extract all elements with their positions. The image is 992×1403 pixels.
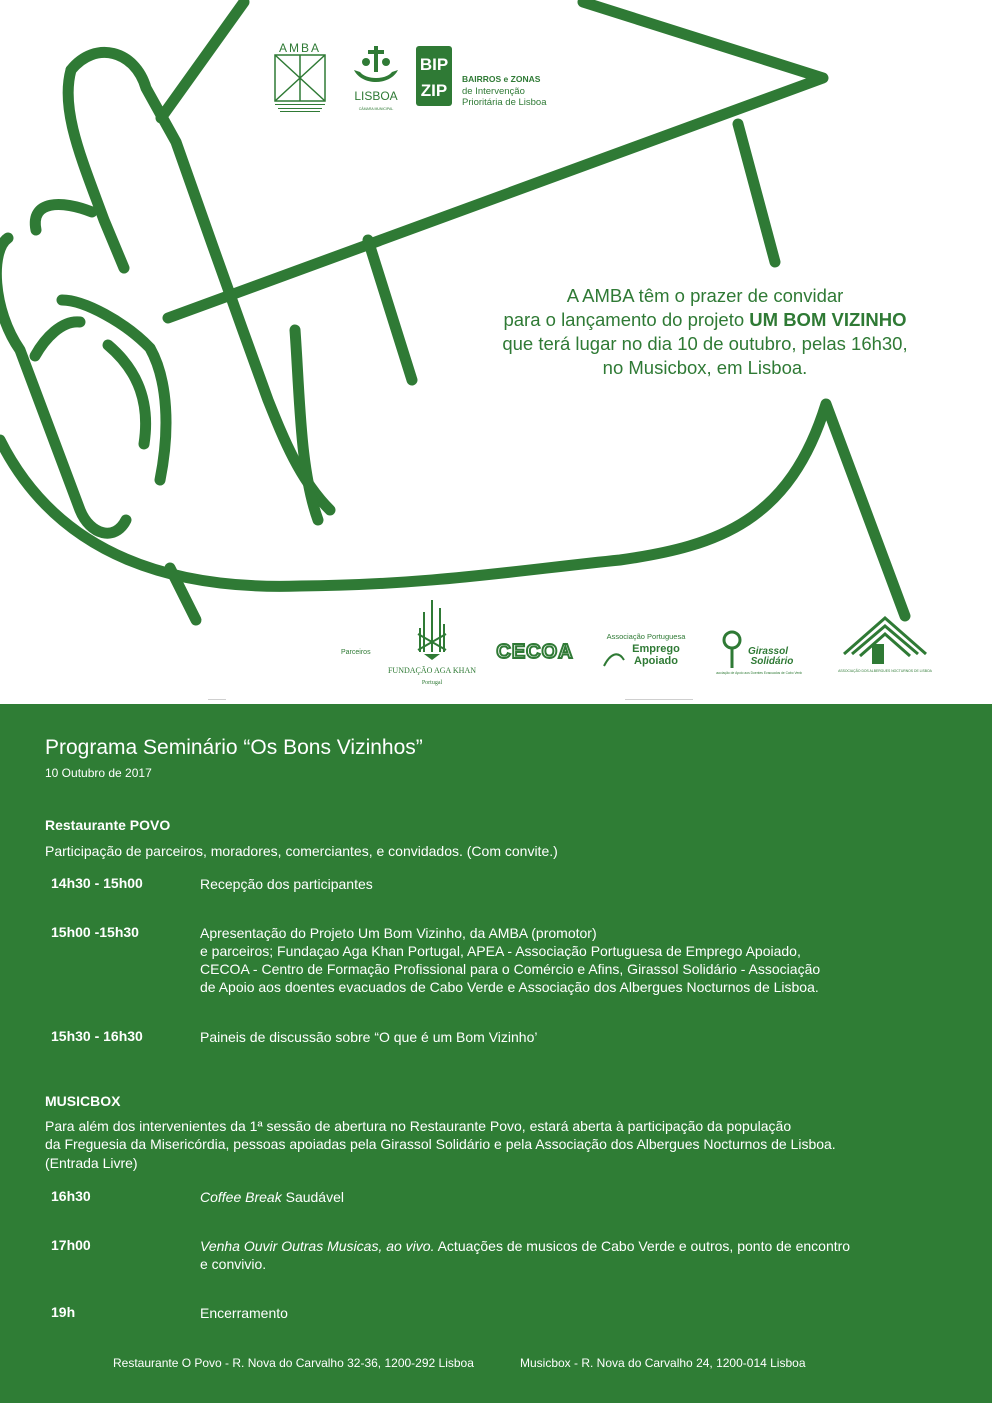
lisboa-logo-text: LISBOA xyxy=(354,89,398,103)
schedule-description xyxy=(200,1188,344,1207)
schedule-time: 17h00 xyxy=(51,1237,91,1253)
invitation-line-2-text: para o lançamento do projeto xyxy=(503,309,750,330)
amba-logo xyxy=(270,40,330,116)
girassol-line1: Girassol xyxy=(747,646,789,657)
project-name: UM BOM VIZINHO xyxy=(749,309,907,330)
bipzip-line1: BAIRROS e ZONAS xyxy=(462,74,541,84)
schedule-time: 15h30 - 16h30 xyxy=(51,1028,143,1044)
schedule-time: 14h30 - 15h00 xyxy=(51,875,143,891)
schedule-description: Recepção dos participantes xyxy=(200,876,373,892)
address-restaurante: Restaurante O Povo - R. Nova do Carvalho 32-36, 1200-292 Lisboa xyxy=(113,1356,474,1370)
invitation-line-3: que terá lugar no dia 10 de outubro, pelas 16h30, xyxy=(502,333,908,354)
invitation-line-1: A AMBA têm o prazer de convidar xyxy=(566,285,844,306)
schedule-description: Encerramento xyxy=(200,1305,288,1321)
schedule-description-line: e convivio. xyxy=(200,1256,267,1272)
apea-line1: Associação Portuguesa xyxy=(606,632,686,641)
bipzip-mark-bip: BIP xyxy=(419,55,449,74)
cecoa-name: CECOA xyxy=(496,641,574,663)
program-panel xyxy=(0,704,992,1403)
section-heading-musicbox: MUSICBOX xyxy=(45,1093,121,1109)
program-date: 10 Outubro de 2017 xyxy=(45,766,152,780)
section-intro-line: Para além dos intervenientes da 1ª sessão de abertura no Restaurante Povo, estará aberta à participação da população xyxy=(45,1118,792,1134)
schedule-description-line: CECOA - Centro de Formação Profissional para o Comércio e Afins, Girassol Solidário - Associação xyxy=(200,961,821,977)
aga-khan-name: FUNDAÇÃO AGA KHAN xyxy=(387,666,477,675)
invitation-line-4: no Musicbox, em Lisboa. xyxy=(602,357,808,378)
divider xyxy=(208,699,226,700)
schedule-description-italic: Coffee Break xyxy=(200,1189,282,1205)
amba-logo-text: AMBA xyxy=(278,41,322,55)
schedule-description-rest: Saudável xyxy=(281,1189,344,1205)
girassol-line2: Solidário xyxy=(750,656,794,667)
schedule-description-rest: Actuações de musicos de Cabo Verde e outros, ponto de encontro xyxy=(434,1238,851,1254)
lisboa-logo-tagline: CÂMARA MUNICIPAL xyxy=(358,107,394,111)
schedule-time: 16h30 xyxy=(51,1188,91,1204)
girassol-tagline: Associação de Apoio aos Doentes Evacuados de Cabo Verde xyxy=(716,671,802,675)
bipzip-logo xyxy=(414,44,554,108)
schedule-description-line: e parceiros; Fundaçao Aga Khan Portugal, APEA - Associação Portuguesa de Emprego Apoiado, xyxy=(200,943,801,959)
lisboa-logo xyxy=(348,42,404,114)
aga-khan-country: Portugal xyxy=(421,680,443,686)
bipzip-line3: Prioritária de Lisboa xyxy=(462,97,547,108)
program-title: Programa Seminário “Os Bons Vizinhos” xyxy=(45,736,423,759)
schedule-description: Paineis de discussão sobre “O que é um Bom Vizinho’ xyxy=(200,1029,538,1045)
invitation-text xyxy=(420,284,990,380)
aga-khan-logo xyxy=(384,598,480,690)
section-heading-povo: Restaurante POVO xyxy=(45,817,171,833)
schedule-description-line: de Apoio aos doentes evacuados de Cabo Verde e Associação dos Albergues Nocturnos de Lisboa. xyxy=(200,979,819,995)
partners-label: Parceiros xyxy=(341,649,371,656)
bipzip-line2: de Intervenção xyxy=(462,86,525,97)
albergues-tagline: ASSOCIAÇÃO DOS ALBERGUES NOCTURNOS DE LISBOA xyxy=(838,669,932,673)
apea-line2: Emprego xyxy=(632,643,680,655)
schedule-description xyxy=(200,1237,850,1256)
address-musicbox: Musicbox - R. Nova do Carvalho 24, 1200-014 Lisboa xyxy=(520,1356,806,1370)
schedule-time: 19h xyxy=(51,1304,76,1320)
bipzip-mark-zip: ZIP xyxy=(420,81,448,100)
section-intro-povo: Participação de parceiros, moradores, comerciantes, e convidados. (Com convite.) xyxy=(45,843,558,859)
section-intro-line: da Freguesia da Misericórdia, pessoas apoiadas pela Girassol Solidário e pela Associação dos Albergues Nocturnos de Lisboa. xyxy=(45,1136,836,1152)
cecoa-logo xyxy=(495,638,575,664)
girassol-logo xyxy=(716,626,802,678)
schedule-description-line: Apresentação do Projeto Um Bom Vizinho, da AMBA (promotor) xyxy=(200,925,597,941)
invitation-line-2 xyxy=(420,308,990,332)
apea-line3: Apoiado xyxy=(634,655,678,667)
schedule-time: 15h00 -15h30 xyxy=(51,924,139,940)
apea-logo xyxy=(600,630,692,672)
schedule-description-italic: Venha Ouvir Outras Musicas, ao vivo. xyxy=(200,1238,435,1254)
section-intro-line: (Entrada Livre) xyxy=(45,1155,138,1171)
divider xyxy=(625,699,693,700)
albergues-logo xyxy=(838,614,932,676)
